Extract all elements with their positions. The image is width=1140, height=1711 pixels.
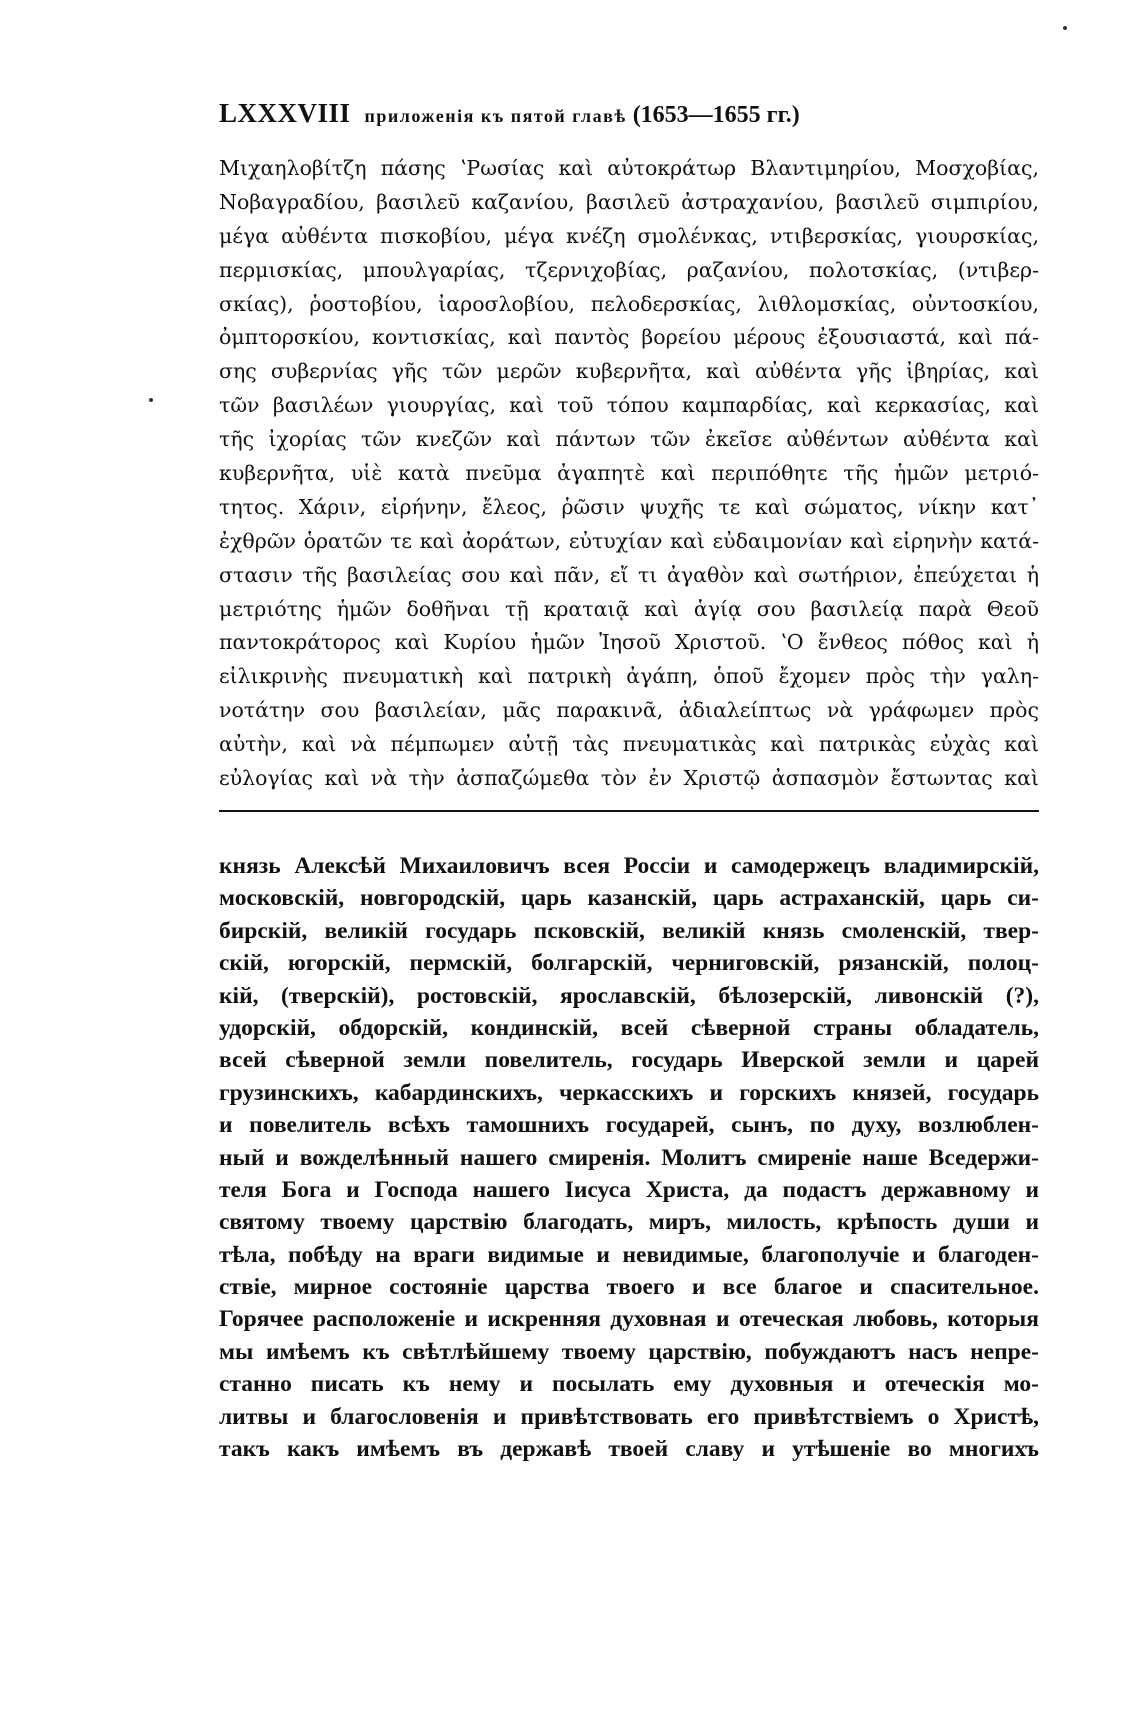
russian-line: грузинскихъ, кабардинскихъ, черкасскихъ и горскихъ князей, государь	[219, 1079, 1039, 1106]
russian-line: тѣла, побѣду на враги видимые и невидимые, благополучіе и благоден-	[219, 1241, 1039, 1268]
russian-line: литвы и благословенія и привѣтствовать его привѣтствіемъ о Христѣ,	[219, 1403, 1039, 1430]
russian-line: мы имѣемъ къ свѣтлѣйшему твоему царствію, побуждаютъ насъ непре-	[219, 1338, 1039, 1365]
greek-line: μέγα αὐθέντα πισκοβίου, μέγα κνέζη σμολένκας, ντιβερσκίας, γιουρσκίας,	[219, 223, 1039, 248]
russian-line: московскій, новгородскій, царь казанскій, царь астраханскій, царь си-	[219, 885, 1039, 912]
greek-line: τητος. Χάριν, εἰρήνην, ἔλεος, ῥῶσιν ψυχῆς τε καὶ σώματος, νίκην κατ᾿	[219, 494, 1039, 519]
russian-line: такъ какъ имѣемъ въ державѣ твоей славу и утѣшеніе во многихъ	[219, 1436, 1039, 1463]
russian-line: Горячее расположеніе и искренняя духовная и отеческая любовь, которыя	[219, 1306, 1039, 1333]
greek-line: τῆς ἰχορίας τῶν κνεζῶν καὶ πάντων τῶν ἐκεῖσε αὐθέντων αὐθέντα καὶ	[219, 427, 1039, 452]
greek-line: στασιν τῆς βασιλείας σου καὶ πᾶν, εἴ τι ἀγαθὸν καὶ σωτήριον, ἐπεύχεται ἡ	[219, 562, 1039, 587]
greek-line: περμισκίας, μπουλγαρίας, τζερνιχοβίας, ραζανίου, πολοτσκίας, (ντιβερ-	[219, 257, 1039, 282]
running-title-years: (1653—1655 гг.)	[632, 102, 800, 128]
greek-line: εὐλογίας καὶ νὰ τὴν ἀσπαζώμεθα τὸν ἐν Χριστῷ ἀσπασμὸν ἔστωντας καὶ	[219, 766, 1039, 791]
russian-line: удорскій, обдорскій, кондинскій, всей сѣверной страны обладатель,	[219, 1014, 1039, 1041]
greek-line: σκίας), ῥοστοβίου, ἰαροσλοβίου, πελοδερσκίας, λιθλομσκίας, οὐντοσκίου,	[219, 291, 1039, 316]
greek-line: Νοβαγραδίου, βασιλεῦ καζανίου, βασιλεῦ ἀστραχανίου, βασιλεῦ σιμπιρίου,	[219, 189, 1039, 214]
russian-line: ствіе, мирное состояніе царства твоего и все благое и спасительное.	[219, 1274, 1039, 1301]
running-title: приложенія къ пятой главѣ	[364, 106, 627, 126]
russian-line: бирскій, великій государь псковскій, великій князь смоленскій, твер-	[219, 917, 1039, 944]
russian-line: князь Алексѣй Михаиловичъ всея Россіи и самодержецъ владимирскій,	[219, 853, 1039, 879]
greek-line: νοτάτην σου βασιλείαν, μᾶς παρακινᾶ, ἀδιαλείπτως νὰ γράφωμεν πρὸς	[219, 698, 1039, 723]
greek-line: κυβερνῆτα, υἱὲ κατὰ πνεῦμα ἀγαπητὲ καὶ περιπόθητε τῆς ἡμῶν μετριό-	[219, 461, 1039, 486]
scan-speck	[1063, 26, 1067, 30]
russian-line: и повелитель всѣхъ тамошнихъ государей, сынъ, по духу, возлюблен-	[219, 1112, 1039, 1139]
running-header	[219, 98, 1039, 138]
greek-line: ὀμπτορσκίου, κοντισκίας, καὶ παντὸς βορείου μέρους ἐξουσιαστά, καὶ πά-	[219, 325, 1039, 350]
section-divider-rule	[219, 810, 1039, 812]
greek-line: Μιχαηλοβίτζη πάσης ʽΡωσίας καὶ αὐτοκράτωρ Βλαντιμηρίου, Μοσχοβίας,	[219, 156, 1039, 180]
russian-line: ный и вожделѣнный нашего смиренія. Молитъ смиреніе наше Вседержи-	[219, 1144, 1039, 1171]
greek-line: παντοκράτορος καὶ Κυρίου ἡμῶν Ἰησοῦ Χριστοῦ. ʽΟ ἔνθεος πόθος καὶ ἡ	[219, 630, 1039, 655]
russian-line: станно писать къ нему и посылать ему духовныя и отеческія мо-	[219, 1371, 1039, 1398]
page-number-roman: LXXXVIII	[219, 98, 351, 128]
greek-line: σης συβερνίας γῆς τῶν μερῶν κυβερνῆτα, καὶ αὐθέντα γῆς ἰβηρίας, καὶ	[219, 359, 1039, 384]
greek-line: ἐχθρῶν ὁρατῶν τε καὶ ἀοράτων, εὐτυχίαν καὶ εὐδαιμονίαν καὶ εἰρηνὴν κατά-	[219, 528, 1039, 553]
scan-speck	[149, 398, 153, 402]
russian-translation-block	[219, 850, 1039, 1465]
greek-line: αὐτὴν, καὶ νὰ πέμπωμεν αὐτῇ τὰς πνευματικὰς καὶ πατρικὰς εὐχὰς καὶ	[219, 732, 1039, 757]
russian-line: всей сѣверной земли повелитель, государь Иверской земли и царей	[219, 1047, 1039, 1074]
russian-line: святому твоему царствію благодать, миръ, милость, крѣпость души и	[219, 1209, 1039, 1236]
greek-line: εἰλικρινὴς πνευματικὴ καὶ πατρικὴ ἀγάπη, ὁποῦ ἔχομεν πρὸς τὴν γαλη-	[219, 664, 1039, 689]
greek-line: τῶν βασιλέων γιουργίας, καὶ τοῦ τόπου καμπαρδίας, καὶ κερκασίας, καὶ	[219, 393, 1039, 418]
greek-text-block	[219, 152, 1039, 796]
russian-line: кій, (тверскій), ростовскій, ярославскій, бѣлозерскій, ливонскій (?),	[219, 982, 1039, 1009]
greek-line: μετριότης ἡμῶν δοθῆναι τῇ κραταιᾷ καὶ ἁγίᾳ σου βασιλείᾳ παρὰ Θεοῦ	[219, 596, 1039, 621]
russian-line: скій, югорскій, пермскій, болгарскій, черниговскій, рязанскій, полоц-	[219, 950, 1039, 977]
russian-line: теля Бога и Господа нашего Іисуса Христа, да подастъ державному и	[219, 1176, 1039, 1203]
